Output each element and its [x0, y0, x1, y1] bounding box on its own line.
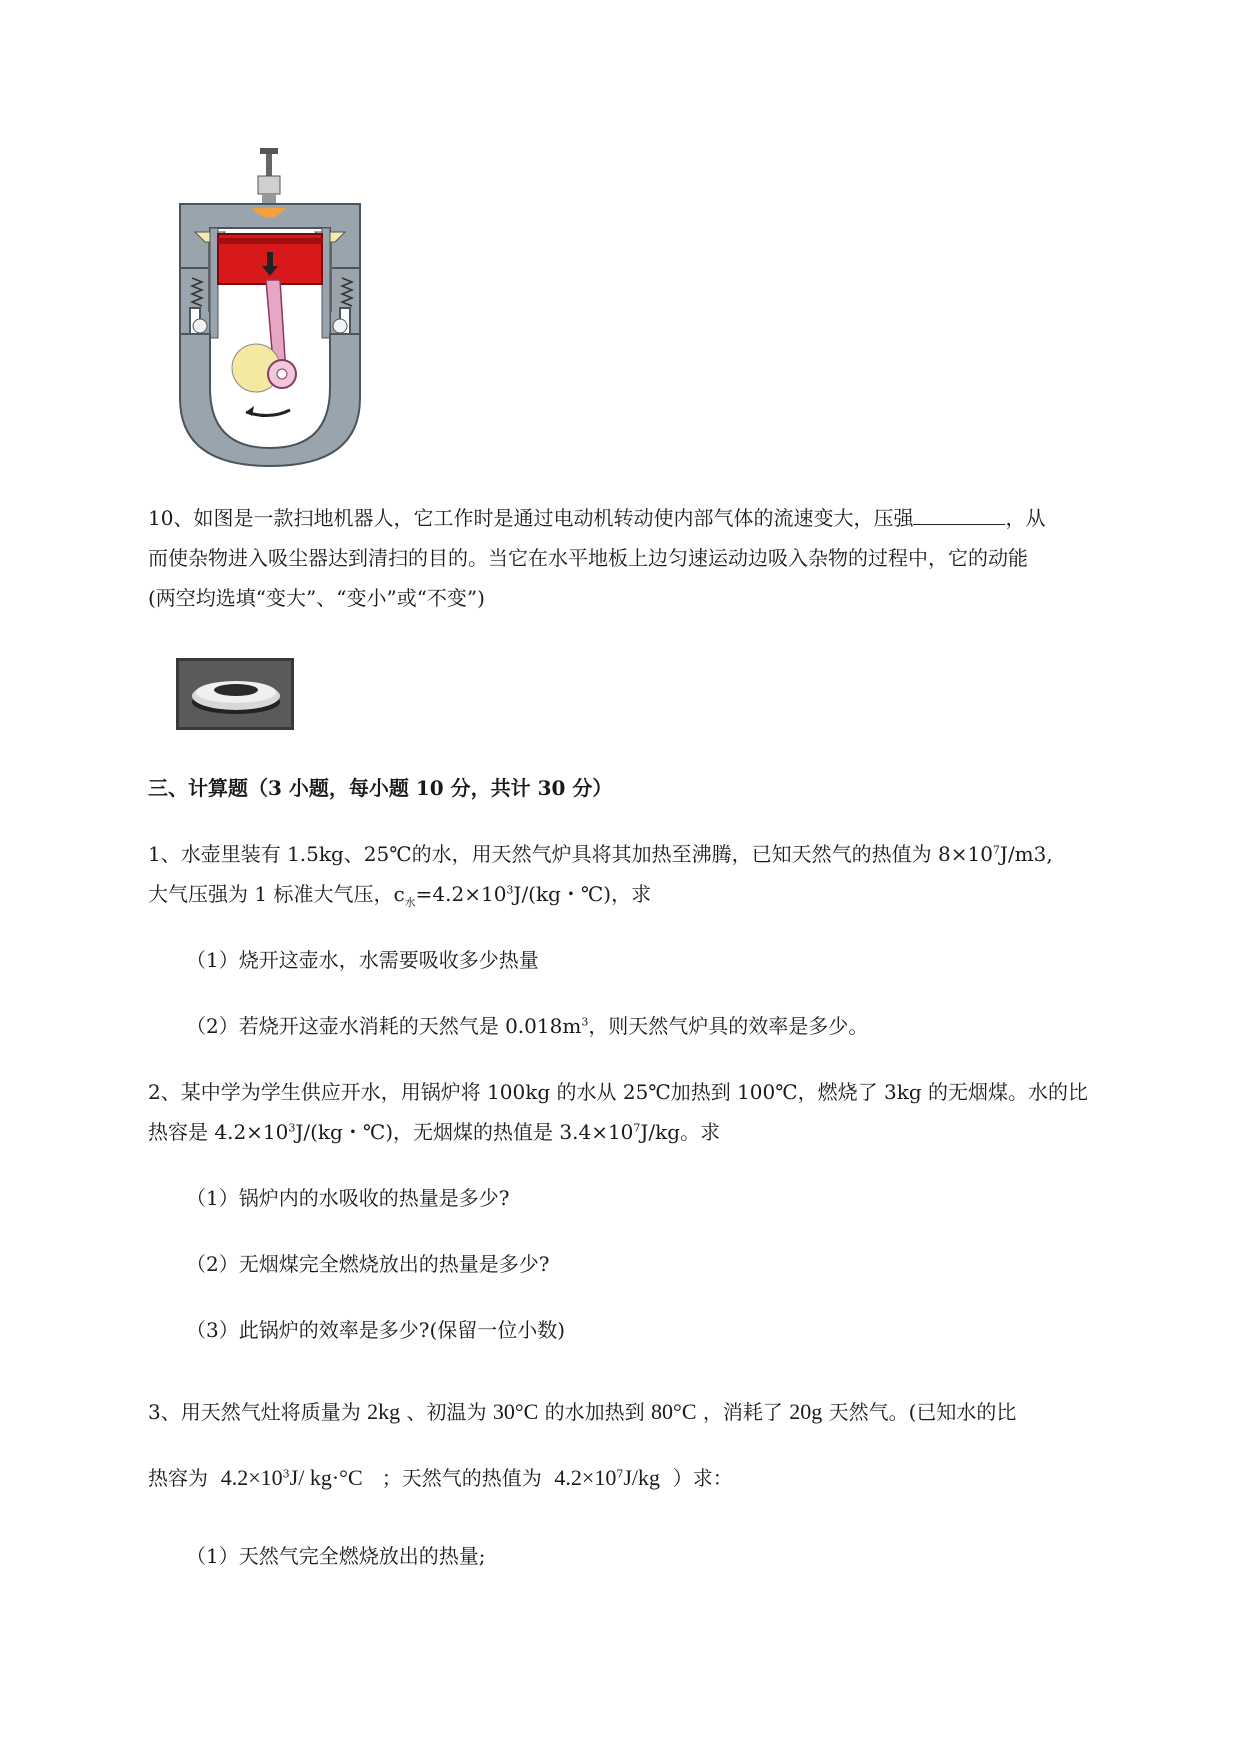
p2-sub1: （1）锅炉内的水吸收的热量是多少?: [186, 1186, 510, 1210]
p3-line2-a: 热容为: [148, 1466, 208, 1490]
p3-heat-value-exp: 7: [616, 1467, 624, 1481]
p3-line2-c: ）求：: [672, 1466, 733, 1490]
p3-spec-heat-unit: J/ kg·°C: [289, 1465, 363, 1490]
engine-diagram: [170, 148, 370, 468]
p1-sub2-exp: 3: [581, 1015, 589, 1029]
p1-sub1: （1）烧开这壶水，水需要吸收多少热量: [186, 948, 539, 972]
p1-line2-unit: J/(kg・℃)，求: [513, 882, 652, 906]
p3-spec-heat-coef: 4.2×10: [220, 1465, 283, 1490]
p3-line2-b: ；天然气的热值为: [381, 1466, 542, 1490]
p3-line1-d: ，消耗了: [702, 1400, 783, 1424]
p1-line2-sub: 水: [404, 896, 416, 909]
p3-mass: 2kg: [367, 1399, 401, 1424]
p3-line1-b: 、初温为: [406, 1400, 487, 1424]
p3-heat-value-unit: J/kg: [623, 1465, 661, 1490]
p2-line2-text: 热容是 4.2×10: [148, 1120, 289, 1144]
q10-line2: 而使杂物进入吸尘器达到清扫的目的。当它在水平地板上边匀速运动边吸入杂物的过程中，它的动能: [148, 546, 1028, 570]
robot-vacuum-photo: [176, 658, 294, 730]
p3-gas-mass: 20g: [789, 1399, 823, 1424]
p3-line2: [148, 1458, 733, 1498]
q10-line1-end: ，从: [1005, 506, 1046, 530]
p3-line1-c: 的水加热到: [544, 1400, 645, 1424]
p1-sub2: [186, 1006, 868, 1046]
p2-line2-exp1: 3: [288, 1121, 296, 1135]
p2-line2-exp2: 7: [633, 1121, 641, 1135]
p2-line1: 2、某中学为学生供应开水，用锅炉将 100kg 的水从 25℃加热到 100℃，燃烧了 3kg 的无烟煤。水的比: [148, 1080, 1088, 1104]
p3-final-temp: 80°C: [651, 1399, 697, 1424]
p1-line1-unit: J/m3,: [999, 842, 1053, 866]
p2-sub3: （3）此锅炉的效率是多少?(保留一位小数): [186, 1318, 566, 1342]
q10-blank-1[interactable]: [913, 504, 1005, 525]
p2-line2-mid: J/(kg・℃)，无烟煤的热值是 3.4×10: [295, 1120, 634, 1144]
p3-spec-heat-exp: 3: [282, 1467, 290, 1481]
p1-line1: [148, 834, 1053, 874]
p3-heat-value-coef: 4.2×10: [554, 1465, 617, 1490]
p3-line1-e: 天然气。(已知水的比: [828, 1400, 1017, 1424]
section-3-heading: 三、计算题（3 小题，每小题 10 分，共计 30 分）: [148, 776, 613, 800]
p3-sub1: （1）天然气完全燃烧放出的热量;: [186, 1544, 486, 1568]
q10-line1: [148, 498, 1045, 538]
q10-line3: (两空均选填“变大”、“变小”或“不变”): [148, 586, 485, 610]
p3-line1-a: 3、用天然气灶将质量为: [148, 1400, 361, 1424]
p3-line1: [148, 1392, 1016, 1432]
p1-line2-eq: =4.2×10: [415, 882, 507, 906]
p2-sub2: （2）无烟煤完全燃烧放出的热量是多少?: [186, 1252, 550, 1276]
p3-init-temp: 30°C: [492, 1399, 539, 1424]
p1-line2-text: 大气压强为 1 标准大气压，c: [148, 882, 405, 906]
p1-line1-exp: 7: [992, 843, 1000, 857]
q10-line1-text: 10、如图是一款扫地机器人，它工作时是通过电动机转动使内部气体的流速变大，压强: [148, 506, 914, 530]
p1-line2: [148, 874, 651, 918]
p1-line2-exp: 3: [506, 883, 514, 897]
p1-sub2-end: ，则天然气炉具的效率是多少。: [588, 1014, 869, 1038]
p2-line2: [148, 1112, 720, 1152]
p1-sub2-text: （2）若烧开这壶水消耗的天然气是 0.018m: [186, 1014, 582, 1038]
p1-line1-text: 1、水壶里装有 1.5kg、25℃的水，用天然气炉具将其加热至沸腾，已知天然气的热值为 8×10: [148, 842, 993, 866]
p2-line2-end: J/kg。求: [640, 1120, 721, 1144]
